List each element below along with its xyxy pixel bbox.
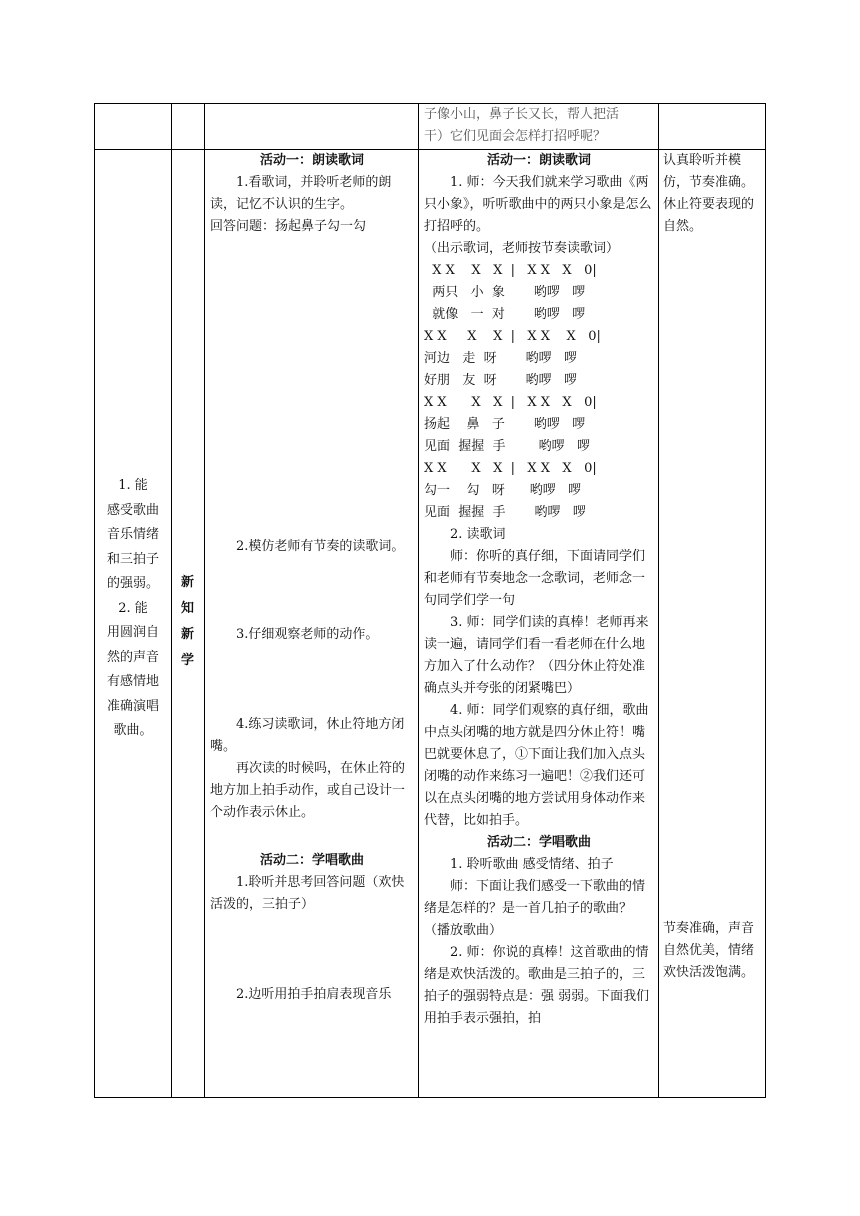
stage-char: 新 [180,575,194,590]
lyric-line: 见面 握握 手 哟啰 啰 [424,505,586,520]
lyric-line: 见面 握握 手 哟啰 啰 [424,439,590,454]
activity1-title: 活动一：朗读歌词 [259,153,364,168]
teacher-activity1-title: 活动一：朗读歌词 [486,153,591,168]
stage-char: 新 [180,627,194,642]
lyric-line: 两只 小 象 哟啰 啰 [424,285,586,300]
objective-line: 然的声音 [106,649,159,665]
col-border-0 [94,103,95,1098]
teacher-step-title: 2. 读歌词 [450,527,506,542]
lyric-line: 河边 走 呀 哟啰 啰 [424,351,577,366]
objective-line: 1. 能 [118,478,148,493]
lyric-line: 扬起 鼻 子 哟啰 啰 [424,417,586,432]
objective-line: 的强弱。 [106,576,159,591]
teacher-step: 师：下面让我们感受一下歌曲的情绪是怎样的？是一首几拍子的歌曲？（播放歌曲） [424,879,646,938]
evaluation-2 [663,918,761,984]
teacher-step: 2. 师：你说的真棒！这首歌曲的情绪是欢快活泼的。歌曲是三拍子的，三拍子的强弱特点是：强 弱弱。下面我们用拍手表示强拍，拍 [424,945,650,1026]
student-step: 1.看歌词，并聆听老师的朗读，记忆不认识的生字。 [210,175,392,212]
teacher-activities [424,150,654,1030]
student-step-3 [210,624,414,646]
teacher-step: 1. 聆听歌曲 感受情绪、拍子 [450,857,614,872]
teacher-step: 1. 师：今天我们就来学习歌曲《两只小象》，听听歌曲中的两只小象是怎么打招呼的。 [424,175,652,234]
rhythm-line: X X X X | X X X 0| [424,461,597,476]
student-step-text: 2.边听用拍手拍肩表现音乐 [236,987,392,1002]
stage-label [171,570,204,674]
student-step-text: 再次读的时候吗，在休止符的地方加上拍手动作，或自己设计一个动作表示休止。 [210,761,406,820]
activity2-title: 活动二：学唱歌曲 [259,853,364,868]
rhythm-line: X X X X | X X X 0| [424,395,597,410]
objective-line: 2. 能 [118,600,148,616]
table-bottom-border [94,1097,765,1098]
student-step-text: 3.仔细观察老师的动作。 [236,627,379,642]
col-border-3 [418,103,419,1098]
col-border-2 [204,103,205,1098]
evaluation-1 [663,150,761,238]
lyric-line: 勾一 勾 呀 哟啰 啰 [424,483,582,498]
rhythm-line: X X X X | X X X 0| [424,329,601,344]
lyric-line: 就像 一 对 哟啰 啰 [424,307,586,322]
teacher-note: （出示歌词，老师按节奏读歌词） [424,241,620,256]
student-step-text: 4.练习读歌词，休止符地方闭嘴。 [210,717,405,754]
stage-char: 知 [180,601,194,616]
teacher-step: 4. 师：同学们观察的真仔细，歌曲中点头闭嘴的地方就是四分休止符！嘴巴就要休息了，①下面让我们加入点头闭嘴的动作来练习一遍吧！②我们还可以在点头闭嘴的地方尝试用身体动作来代替，比如拍手。 [424,703,649,828]
objective-line: 和三拍子 [106,551,159,567]
objective-line: 感受歌曲 [106,502,159,518]
col-border-4 [658,103,659,1098]
student-step-a2-2 [210,984,414,1006]
student-step-4 [210,714,414,824]
objective-line: 准确演唱 [106,698,159,714]
objective-line: 音乐情绪 [106,527,159,542]
evaluation-text: 节奏准确，声音自然优美，情绪欢快活泼饱满。 [663,921,755,980]
student-step-text: 1.聆听并思考回答问题（欢快活泼的，三拍子） [210,875,405,912]
teacher-activity2-title: 活动二：学唱歌曲 [486,835,591,850]
objective-line: 用圆润自 [106,625,159,640]
student-answer: 回答问题：扬起鼻子勾一勾 [210,219,367,234]
student-activity2 [210,850,414,916]
objectives-cell [98,474,168,744]
continuation-line: 干）它们见面会怎样打招呼呢？ [424,129,607,144]
objective-line: 有感情地 [106,674,159,689]
continuation-line: 子像小山，鼻子长又长，帮人把活 [424,107,620,122]
rhythm-line: X X X X | X X X 0| [424,263,597,278]
student-step-2 [210,536,414,558]
teacher-step: 师：你听的真仔细，下面请同学们和老师有节奏地念一念歌词，老师念一句同学们学一句 [424,549,646,608]
rhythm-score [424,260,654,524]
student-activities [210,150,414,238]
evaluation-text: 认真聆听并模仿，节奏准确。休止符要表现的自然。 [663,153,755,234]
teacher-continuation [424,104,654,148]
lyric-line: 好朋 友 呀 哟啰 啰 [424,373,577,388]
student-step-text: 2.模仿老师有节奏的读歌词。 [236,539,405,554]
stage-char: 学 [180,653,194,668]
col-border-5 [765,103,766,1098]
teacher-step: 3. 师：同学们读的真棒！老师再来读一遍，请同学们看一看老师在什么地方加入了什么动作？（四分休止符处准确点头并夸张的闭紧嘴巴） [424,615,649,696]
objective-line: 歌曲。 [113,723,153,738]
